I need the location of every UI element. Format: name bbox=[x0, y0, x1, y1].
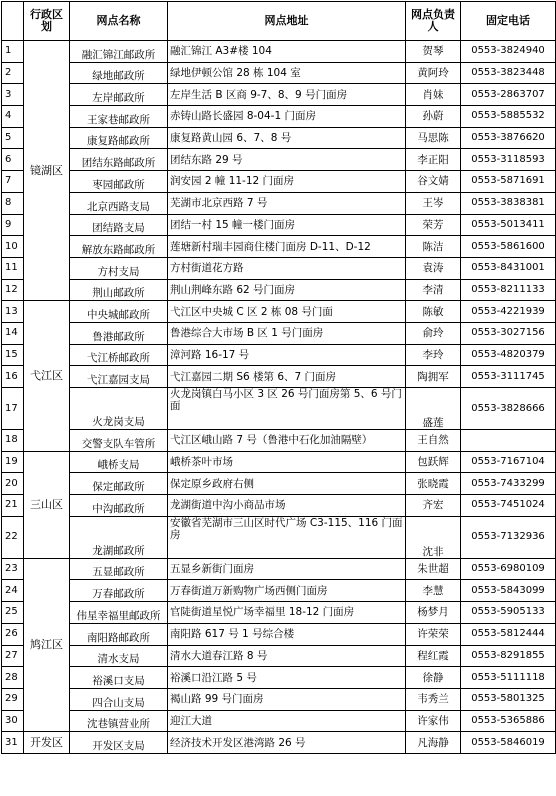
branch-person: 徐静 bbox=[406, 667, 461, 689]
branch-name: 解放东路邮政所 bbox=[70, 236, 168, 258]
branch-person: 马思陈 bbox=[406, 127, 461, 149]
district-cell: 鸠江区 bbox=[24, 558, 70, 732]
branch-person: 程红霞 bbox=[406, 645, 461, 667]
branch-phone: 0553-3111745 bbox=[461, 366, 556, 388]
table-row bbox=[2, 710, 556, 732]
branch-name: 峨桥支局 bbox=[70, 451, 168, 473]
branch-phone: 0553-5843099 bbox=[461, 580, 556, 602]
table-row bbox=[2, 236, 556, 258]
row-number: 8 bbox=[2, 192, 24, 214]
branch-name: 保定邮政所 bbox=[70, 473, 168, 495]
row-number: 30 bbox=[2, 710, 24, 732]
branch-address: 左岸生活 B 区商 9-7、8、9 号门面房 bbox=[168, 84, 406, 106]
branch-name: 中央城邮政所 bbox=[70, 301, 168, 323]
table-row bbox=[2, 623, 556, 645]
branch-name: 枣园邮政所 bbox=[70, 171, 168, 193]
branch-phone: 0553-7451024 bbox=[461, 495, 556, 517]
branch-phone: 0553-2863707 bbox=[461, 84, 556, 106]
branch-person: 齐宏 bbox=[406, 495, 461, 517]
branch-person: 黄阿玲 bbox=[406, 62, 461, 84]
branch-name: 裕溪口支局 bbox=[70, 667, 168, 689]
branch-person: 许荣荣 bbox=[406, 623, 461, 645]
row-number: 29 bbox=[2, 688, 24, 710]
branch-name: 康复路邮政所 bbox=[70, 127, 168, 149]
row-number: 4 bbox=[2, 106, 24, 128]
table-row bbox=[2, 451, 556, 473]
branch-table bbox=[1, 1, 556, 754]
branch-person: 李慧 bbox=[406, 580, 461, 602]
branch-address: 弋江区峨山路 7 号（鲁港中石化加油隔壁） bbox=[168, 430, 406, 452]
branch-person: 谷文婧 bbox=[406, 171, 461, 193]
header-address: 网点地址 bbox=[168, 2, 406, 41]
branch-phone: 0553-5905133 bbox=[461, 602, 556, 624]
branch-address: 融汇锦江 A3#楼 104 bbox=[168, 41, 406, 63]
row-number: 10 bbox=[2, 236, 24, 258]
branch-name: 王家巷邮政所 bbox=[70, 106, 168, 128]
header-district: 行政区划 bbox=[24, 2, 70, 41]
branch-address: 裕溪口沿江路 5 号 bbox=[168, 667, 406, 689]
branch-address: 保定原乡政府右侧 bbox=[168, 473, 406, 495]
branch-name: 南阳路邮政所 bbox=[70, 623, 168, 645]
branch-address: 漳河路 16-17 号 bbox=[168, 344, 406, 366]
branch-address: 弋江嘉园二期 S6 楼第 6、7 门面房 bbox=[168, 366, 406, 388]
row-number: 3 bbox=[2, 84, 24, 106]
branch-person: 孙蔚 bbox=[406, 106, 461, 128]
row-number: 19 bbox=[2, 451, 24, 473]
branch-name: 伟星幸福里邮政所 bbox=[70, 602, 168, 624]
branch-phone: 0553-7167104 bbox=[461, 451, 556, 473]
branch-address: 赤铸山路长盛园 8-04-1 门面房 bbox=[168, 106, 406, 128]
branch-phone: 0553-5365886 bbox=[461, 710, 556, 732]
branch-person: 俞玲 bbox=[406, 322, 461, 344]
branch-phone: 0553-5871691 bbox=[461, 171, 556, 193]
branch-address: 安徽省芜湖市三山区时代广场 C3-115、116 门面房 bbox=[168, 516, 406, 558]
branch-phone: 0553-3876620 bbox=[461, 127, 556, 149]
row-number: 28 bbox=[2, 667, 24, 689]
table-row bbox=[2, 106, 556, 128]
row-number: 12 bbox=[2, 279, 24, 301]
table-row bbox=[2, 171, 556, 193]
table-row bbox=[2, 667, 556, 689]
header-person: 网点负责人 bbox=[406, 2, 461, 41]
branch-phone: 0553-5846019 bbox=[461, 732, 556, 754]
row-number: 18 bbox=[2, 430, 24, 452]
branch-address: 康复路黄山园 6、7、8 号 bbox=[168, 127, 406, 149]
branch-address: 绿地伊顿公馆 28 栋 104 室 bbox=[168, 62, 406, 84]
table-row bbox=[2, 149, 556, 171]
branch-person: 荣芳 bbox=[406, 214, 461, 236]
branch-address: 清水大道春江路 8 号 bbox=[168, 645, 406, 667]
branch-person: 李玲 bbox=[406, 344, 461, 366]
table-row bbox=[2, 388, 556, 430]
branch-person: 王自然 bbox=[406, 430, 461, 452]
table-row bbox=[2, 732, 556, 754]
table-row bbox=[2, 516, 556, 558]
table-row bbox=[2, 279, 556, 301]
branch-name: 五显邮政所 bbox=[70, 558, 168, 580]
branch-phone: 0553-4221939 bbox=[461, 301, 556, 323]
row-number: 24 bbox=[2, 580, 24, 602]
branch-phone: 0553-4820379 bbox=[461, 344, 556, 366]
branch-address: 莲塘新村瑞丰园商住楼门面房 D-11、D-12 bbox=[168, 236, 406, 258]
branch-address: 南阳路 617 号 1 号综合楼 bbox=[168, 623, 406, 645]
branch-phone: 0553-7433299 bbox=[461, 473, 556, 495]
branch-person: 凡海静 bbox=[406, 732, 461, 754]
branch-name: 交警支队车管所 bbox=[70, 430, 168, 452]
table-row bbox=[2, 430, 556, 452]
branch-address: 峨桥茶叶市场 bbox=[168, 451, 406, 473]
branch-person: 袁涛 bbox=[406, 257, 461, 279]
row-number: 13 bbox=[2, 301, 24, 323]
row-number: 2 bbox=[2, 62, 24, 84]
header-phone: 固定电话 bbox=[461, 2, 556, 41]
branch-person: 王岑 bbox=[406, 192, 461, 214]
row-number: 25 bbox=[2, 602, 24, 624]
table-row bbox=[2, 495, 556, 517]
row-number: 17 bbox=[2, 388, 24, 430]
table-row bbox=[2, 322, 556, 344]
branch-address: 迎江大道 bbox=[168, 710, 406, 732]
row-number: 31 bbox=[2, 732, 24, 754]
branch-name: 方村支局 bbox=[70, 257, 168, 279]
branch-person: 盛莲 bbox=[406, 388, 461, 430]
district-cell: 弋江区 bbox=[24, 301, 70, 451]
table-row bbox=[2, 62, 556, 84]
branch-person: 张晓霞 bbox=[406, 473, 461, 495]
header-row bbox=[2, 2, 556, 41]
branch-phone: 0553-5861600 bbox=[461, 236, 556, 258]
branch-name: 荆山邮政所 bbox=[70, 279, 168, 301]
table-row bbox=[2, 192, 556, 214]
branch-address: 鲁港综合大市场 B 区 1 号门面房 bbox=[168, 322, 406, 344]
branch-person: 李正阳 bbox=[406, 149, 461, 171]
branch-phone: 0553-8431001 bbox=[461, 257, 556, 279]
row-number: 14 bbox=[2, 322, 24, 344]
row-number: 11 bbox=[2, 257, 24, 279]
branch-name: 北京西路支局 bbox=[70, 192, 168, 214]
table-row bbox=[2, 41, 556, 63]
branch-address: 五显乡新街门面房 bbox=[168, 558, 406, 580]
row-number: 1 bbox=[2, 41, 24, 63]
row-number: 15 bbox=[2, 344, 24, 366]
branch-name: 弋江嘉园支局 bbox=[70, 366, 168, 388]
branch-phone: 0553-8291855 bbox=[461, 645, 556, 667]
branch-name: 中沟邮政所 bbox=[70, 495, 168, 517]
branch-person: 沈非 bbox=[406, 516, 461, 558]
row-number: 22 bbox=[2, 516, 24, 558]
branch-name: 弋江桥邮政所 bbox=[70, 344, 168, 366]
branch-name: 融汇锦江邮政所 bbox=[70, 41, 168, 63]
branch-address: 火龙岗镇白马小区 3 区 26 号门面房第 5、6 号门面 bbox=[168, 388, 406, 430]
branch-name: 开发区支局 bbox=[70, 732, 168, 754]
branch-phone: 0553-3838381 bbox=[461, 192, 556, 214]
branch-name: 鲁港邮政所 bbox=[70, 322, 168, 344]
table-row bbox=[2, 580, 556, 602]
branch-person: 陈敏 bbox=[406, 301, 461, 323]
branch-name: 清水支局 bbox=[70, 645, 168, 667]
table-row bbox=[2, 602, 556, 624]
branch-person: 陶拥军 bbox=[406, 366, 461, 388]
branch-phone: 0553-3824940 bbox=[461, 41, 556, 63]
table-row bbox=[2, 84, 556, 106]
branch-phone: 0553-5885532 bbox=[461, 106, 556, 128]
branch-person: 韦秀兰 bbox=[406, 688, 461, 710]
row-number: 26 bbox=[2, 623, 24, 645]
branch-person: 包跃辉 bbox=[406, 451, 461, 473]
row-number: 23 bbox=[2, 558, 24, 580]
branch-phone: 0553-7132936 bbox=[461, 516, 556, 558]
row-number: 5 bbox=[2, 127, 24, 149]
branch-address: 团结东路 29 号 bbox=[168, 149, 406, 171]
branch-address: 方村街道花方路 bbox=[168, 257, 406, 279]
branch-name: 团结路支局 bbox=[70, 214, 168, 236]
branch-person: 杨梦月 bbox=[406, 602, 461, 624]
branch-person: 朱世超 bbox=[406, 558, 461, 580]
branch-phone: 0553-6980109 bbox=[461, 558, 556, 580]
header-name: 网点名称 bbox=[70, 2, 168, 41]
branch-phone: 0553-3027156 bbox=[461, 322, 556, 344]
table-row bbox=[2, 301, 556, 323]
row-number: 21 bbox=[2, 495, 24, 517]
branch-name: 四合山支局 bbox=[70, 688, 168, 710]
row-number: 20 bbox=[2, 473, 24, 495]
district-cell: 三山区 bbox=[24, 451, 70, 558]
row-number: 6 bbox=[2, 149, 24, 171]
branch-name: 团结东路邮政所 bbox=[70, 149, 168, 171]
table-row bbox=[2, 473, 556, 495]
branch-phone: 0553-3828666 bbox=[461, 388, 556, 430]
branch-phone: 0553-3118593 bbox=[461, 149, 556, 171]
branch-person: 许家伟 bbox=[406, 710, 461, 732]
row-number: 7 bbox=[2, 171, 24, 193]
branch-phone: 0553-5801325 bbox=[461, 688, 556, 710]
branch-address: 龙湖街道中沟小商品市场 bbox=[168, 495, 406, 517]
branch-address: 褐山路 99 号门面房 bbox=[168, 688, 406, 710]
table-row bbox=[2, 366, 556, 388]
branch-phone: 0553-8211133 bbox=[461, 279, 556, 301]
table-row bbox=[2, 645, 556, 667]
branch-person: 陈洁 bbox=[406, 236, 461, 258]
branch-address: 万春街道万新购物广场西侧门面房 bbox=[168, 580, 406, 602]
branch-address: 官陡街道星悦广场幸福里 18-12 门面房 bbox=[168, 602, 406, 624]
branch-address: 芜湖市北京西路 7 号 bbox=[168, 192, 406, 214]
table-row bbox=[2, 344, 556, 366]
branch-name: 万春邮政所 bbox=[70, 580, 168, 602]
branch-name: 龙湖邮政所 bbox=[70, 516, 168, 558]
branch-phone: 0553-5013411 bbox=[461, 214, 556, 236]
row-number: 9 bbox=[2, 214, 24, 236]
branch-phone: 0553-5111118 bbox=[461, 667, 556, 689]
table-row bbox=[2, 558, 556, 580]
header-index bbox=[2, 2, 24, 41]
branch-name: 绿地邮政所 bbox=[70, 62, 168, 84]
table-row bbox=[2, 127, 556, 149]
district-cell: 镜湖区 bbox=[24, 41, 70, 301]
row-number: 27 bbox=[2, 645, 24, 667]
branch-name: 火龙岗支局 bbox=[70, 388, 168, 430]
branch-address: 团结一村 15 幢一楼门面房 bbox=[168, 214, 406, 236]
branch-address: 荆山荆峰东路 62 号门面房 bbox=[168, 279, 406, 301]
district-cell: 开发区 bbox=[24, 732, 70, 754]
branch-person: 肖妹 bbox=[406, 84, 461, 106]
table-row bbox=[2, 214, 556, 236]
branch-address: 润安园 2 幢 11-12 门面房 bbox=[168, 171, 406, 193]
branch-name: 沈巷镇营业所 bbox=[70, 710, 168, 732]
table-row bbox=[2, 688, 556, 710]
branch-address: 弋江区中央城 C 区 2 栋 08 号门面 bbox=[168, 301, 406, 323]
branch-phone: 0553-3823448 bbox=[461, 62, 556, 84]
branch-person: 李清 bbox=[406, 279, 461, 301]
branch-phone bbox=[461, 430, 556, 452]
branch-address: 经济技术开发区港湾路 26 号 bbox=[168, 732, 406, 754]
branch-phone: 0553-5812444 bbox=[461, 623, 556, 645]
branch-name: 左岸邮政所 bbox=[70, 84, 168, 106]
row-number: 16 bbox=[2, 366, 24, 388]
branch-person: 贺琴 bbox=[406, 41, 461, 63]
table-row bbox=[2, 257, 556, 279]
